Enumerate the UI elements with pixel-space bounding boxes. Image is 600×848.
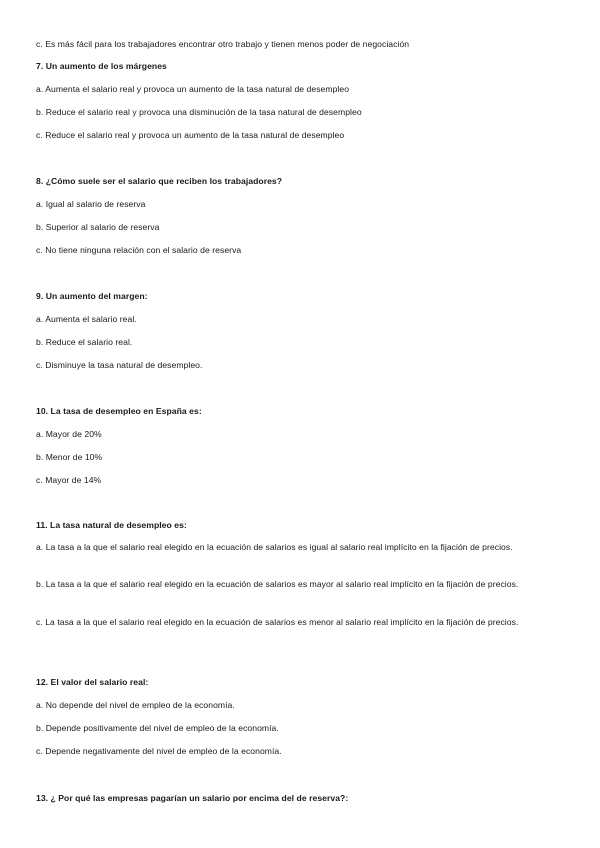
q10-option-b: b. Menor de 10% xyxy=(36,452,103,462)
question-9: 9. Un aumento del margen: xyxy=(36,291,148,301)
question-11: 11. La tasa natural de desempleo es: xyxy=(36,520,187,530)
q12-option-b: b. Depende positivamente del nivel de empleo de la economía. xyxy=(36,723,279,733)
question-8: 8. ¿Cómo suele ser el salario que reciben los trabajadores? xyxy=(36,176,283,186)
q7-option-a: a. Aumenta el salario real y provoca un aumento de la tasa natural de desempleo xyxy=(36,84,350,94)
question-12: 12. El valor del salario real: xyxy=(36,677,149,687)
q8-option-a: a. Igual al salario de reserva xyxy=(36,199,146,209)
q7-option-c: c. Reduce el salario real y provoca un aumento de la tasa natural de desempleo xyxy=(36,130,345,140)
q11-option-a: a. La tasa a la que el salario real elegido en la ecuación de salarios es igual al salario real implícito en la fijación de precios. xyxy=(36,542,513,552)
q8-option-b: b. Superior al salario de reserva xyxy=(36,222,160,232)
q9-option-a: a. Aumenta el salario real. xyxy=(36,314,137,324)
question-13: 13. ¿ Por qué las empresas pagarían un salario por encima del de reserva?: xyxy=(36,793,349,803)
q12-option-c: c. Depende negativamente del nivel de empleo de la economía. xyxy=(36,746,282,756)
q11-option-c: c. La tasa a la que el salario real elegido en la ecuación de salarios es menor al salario real implícito en la fijación de precios. xyxy=(36,617,519,627)
question-7: 7. Un aumento de los márgenes xyxy=(36,61,167,71)
q9-option-c: c. Disminuye la tasa natural de desempleo. xyxy=(36,360,203,370)
q9-option-b: b. Reduce el salario real. xyxy=(36,337,133,347)
question-10: 10. La tasa de desempleo en España es: xyxy=(36,406,202,416)
q10-option-c: c. Mayor de 14% xyxy=(36,475,102,485)
q11-option-b: b. La tasa a la que el salario real elegido en la ecuación de salarios es mayor al salario real implícito en la fijación de precios. xyxy=(36,579,519,589)
q6-option-c: c. Es más fácil para los trabajadores encontrar otro trabajo y tienen menos poder de negociación xyxy=(36,39,410,49)
q7-option-b: b. Reduce el salario real y provoca una disminución de la tasa natural de desempleo xyxy=(36,107,362,117)
q12-option-a: a. No depende del nivel de empleo de la economía. xyxy=(36,700,235,710)
q10-option-a: a. Mayor de 20% xyxy=(36,429,102,439)
q8-option-c: c. No tiene ninguna relación con el salario de reserva xyxy=(36,245,242,255)
